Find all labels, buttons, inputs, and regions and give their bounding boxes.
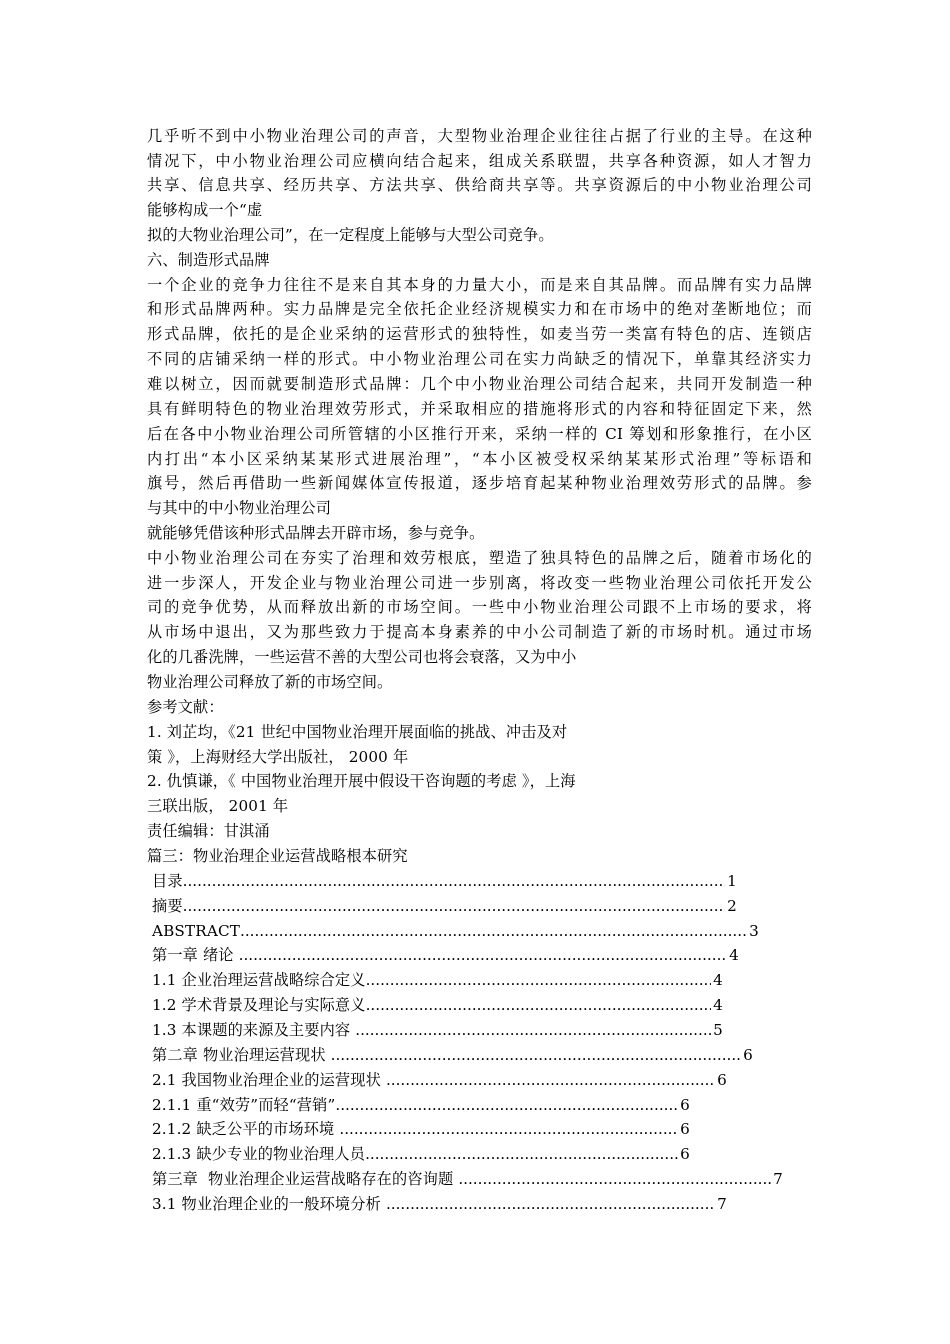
paragraph-line: 就能够凭借该种形式品牌去开辟市场，参与竞争。 — [147, 524, 485, 542]
toc-entry — [147, 943, 739, 968]
toc-entry — [147, 1093, 690, 1118]
toc-page: 4 — [713, 996, 723, 1014]
toc-page: 2 — [727, 897, 737, 915]
paragraph-line: 情况下，中小物业治理公司应横向结合起来，组成关系联盟，共享各种资源，如人才智力 — [147, 152, 812, 170]
toc-title: 第一章 绪论 — [147, 946, 239, 964]
paragraph-line: 不同的店铺采纳一样的形式。中小物业治理公司在实力尚缺乏的情况下，单靠其经济实力 — [147, 350, 812, 368]
references-heading: 参考文献： — [147, 698, 224, 716]
toc-leader — [339, 1117, 678, 1142]
toc-title: 2.1.2 缺乏公平的市场环境 — [147, 1120, 340, 1138]
toc-page: 1 — [727, 872, 737, 890]
toc-leader — [239, 943, 728, 968]
paragraph-line: 和形式品牌两种。实力品牌是完全依托企业经济规模实力和在市场中的绝对垄断地位；而 — [147, 300, 812, 318]
toc-title: 3.1 物业治理企业的一般环境分析 — [147, 1195, 386, 1213]
toc-entry — [147, 894, 737, 919]
paragraph-line: 与其中的中小物业治理公司 — [147, 499, 332, 517]
paragraph-line: 一个企业的竞争力往往不是来自其本身的力量大小，而是来自其品牌。而品牌有实力品牌 — [147, 276, 812, 294]
toc-entry — [147, 1068, 727, 1093]
toc-page: 6 — [680, 1145, 690, 1163]
section-heading: 六、制造形式品牌 — [147, 251, 270, 269]
toc-leader — [331, 1043, 742, 1068]
paragraph-line: 共享、信息共享、经历共享、方法共享、供给商共享等。共享资源后的中小物业治理公司 — [147, 176, 812, 194]
toc-title: 第三章 物业治理企业运营战略存在的咨询题 — [147, 1170, 459, 1188]
toc-title: 2.1.3 缺少专业的物业治理人员 — [147, 1145, 366, 1163]
toc-leader — [386, 1192, 715, 1217]
toc-entry — [147, 1192, 727, 1217]
toc-title: 第二章 物业治理运营现状 — [147, 1046, 331, 1064]
toc-title: ABSTRACT — [147, 922, 240, 940]
paragraph-line: 形式品牌，依托的是企业采纳的运营形式的独特性，如麦当劳一类富有特色的店、连锁店 — [147, 325, 812, 343]
paragraph-line: 内打出“本小区采纳某某形式进展治理”，“本小区被受权采纳某某形式治理”等标语和 — [147, 450, 812, 468]
editor-note: 责任编辑：甘淇涌 — [147, 822, 270, 840]
paragraph-line: 能够构成一个“虚 — [147, 201, 263, 219]
reference-item: 策 》，上海财经大学出版社， 2000 年 — [147, 748, 409, 766]
toc-title: 1.3 本课题的来源及主要内容 — [147, 1021, 356, 1039]
toc-leader — [240, 919, 747, 944]
toc-page: 6 — [680, 1096, 690, 1114]
toc-entry — [147, 1142, 690, 1167]
toc-leader — [335, 1093, 678, 1118]
toc-title: 摘要 — [147, 897, 183, 915]
paragraph-line: 司的竞争优势，从而释放出新的市场空间。一些中小物业治理公司跟不上市场的要求，将 — [147, 598, 812, 616]
paragraph-line: 几乎听不到中小物业治理公司的声音，大型物业治理企业往往占据了行业的主导。在这种 — [147, 127, 812, 145]
toc-page: 4 — [729, 946, 739, 964]
toc-entry — [147, 1043, 753, 1068]
toc-entry — [147, 993, 723, 1018]
toc-page: 4 — [713, 971, 723, 989]
toc-leader — [458, 1167, 771, 1192]
toc-page: 6 — [717, 1071, 727, 1089]
toc-leader — [386, 1068, 715, 1093]
toc-leader — [366, 993, 712, 1018]
toc-leader — [183, 894, 726, 919]
paragraph-line: 中小物业治理公司在夯实了治理和效劳根底，塑造了独具特色的品牌之后，随着市场化的 — [147, 549, 812, 567]
toc-entry — [147, 1117, 690, 1142]
toc-page: 7 — [717, 1195, 727, 1213]
paragraph-line: 从市场中退出，又为那些致力于提高本身素养的中小公司制造了新的市场时机。通过市场 — [147, 623, 812, 641]
toc-title: 2.1.1 重“效劳”而轻“营销” — [147, 1096, 336, 1114]
toc-page: 6 — [680, 1120, 690, 1138]
paragraph-line: 物业治理公司释放了新的市场空间。 — [147, 673, 393, 691]
reference-item: 2. 仇慎谦，《 中国物业治理开展中假设干咨询题的考虑 》，上海 — [147, 772, 576, 790]
toc-entry — [147, 1167, 783, 1192]
toc-title: 目录 — [147, 872, 183, 890]
toc-entry — [147, 869, 737, 894]
toc-title: 1.2 学术背景及理论与实际意义 — [147, 996, 366, 1014]
toc-page: 3 — [749, 922, 759, 940]
toc-leader — [355, 1018, 711, 1043]
toc-title: 1.1 企业治理运营战略综合定义 — [147, 971, 366, 989]
toc-entry — [147, 919, 759, 944]
paragraph-line: 后在各中小物业治理公司所管辖的小区推行开来，采纳一样的 CI 筹划和形象推行，在小区 — [147, 425, 812, 443]
chapter-title: 篇三：物业治理企业运营战略根本研究 — [147, 847, 408, 865]
reference-item: 1. 刘芷均，《21 世纪中国物业治理开展面临的挑战、冲击及对 — [147, 723, 568, 741]
paragraph-line: 拟的大物业治理公司”，在一定程度上能够与大型公司竞争。 — [147, 226, 554, 244]
toc-page: 5 — [713, 1021, 723, 1039]
toc-leader — [366, 968, 712, 993]
toc-entry — [147, 968, 723, 993]
toc-leader — [365, 1142, 678, 1167]
toc-entry — [147, 1018, 723, 1043]
toc-page: 6 — [743, 1046, 753, 1064]
paragraph-line: 具有鲜明特色的物业治理效劳形式，并采取相应的措施将形式的内容和特征固定下来，然 — [147, 400, 812, 418]
toc-leader — [183, 869, 726, 894]
paragraph-line: 进一步深人，开发企业与物业治理公司进一步别离，将改变一些物业治理公司依托开发公 — [147, 574, 812, 592]
toc-title: 2.1 我国物业治理企业的运营现状 — [147, 1071, 386, 1089]
paragraph-line: 旗号，然后再借助一些新闻媒体宣传报道，逐步培育起某种物业治理效劳形式的品牌。参 — [147, 474, 812, 492]
paragraph-line: 难以树立，因而就要制造形式品牌：几个中小物业治理公司结合起来，共同开发制造一种 — [147, 375, 812, 393]
reference-item: 三联出版， 2001 年 — [147, 797, 289, 815]
paragraph-line: 化的几番洗牌，一些运营不善的大型公司也将会衰落，又为中小 — [147, 648, 577, 666]
toc-page: 7 — [773, 1170, 783, 1188]
